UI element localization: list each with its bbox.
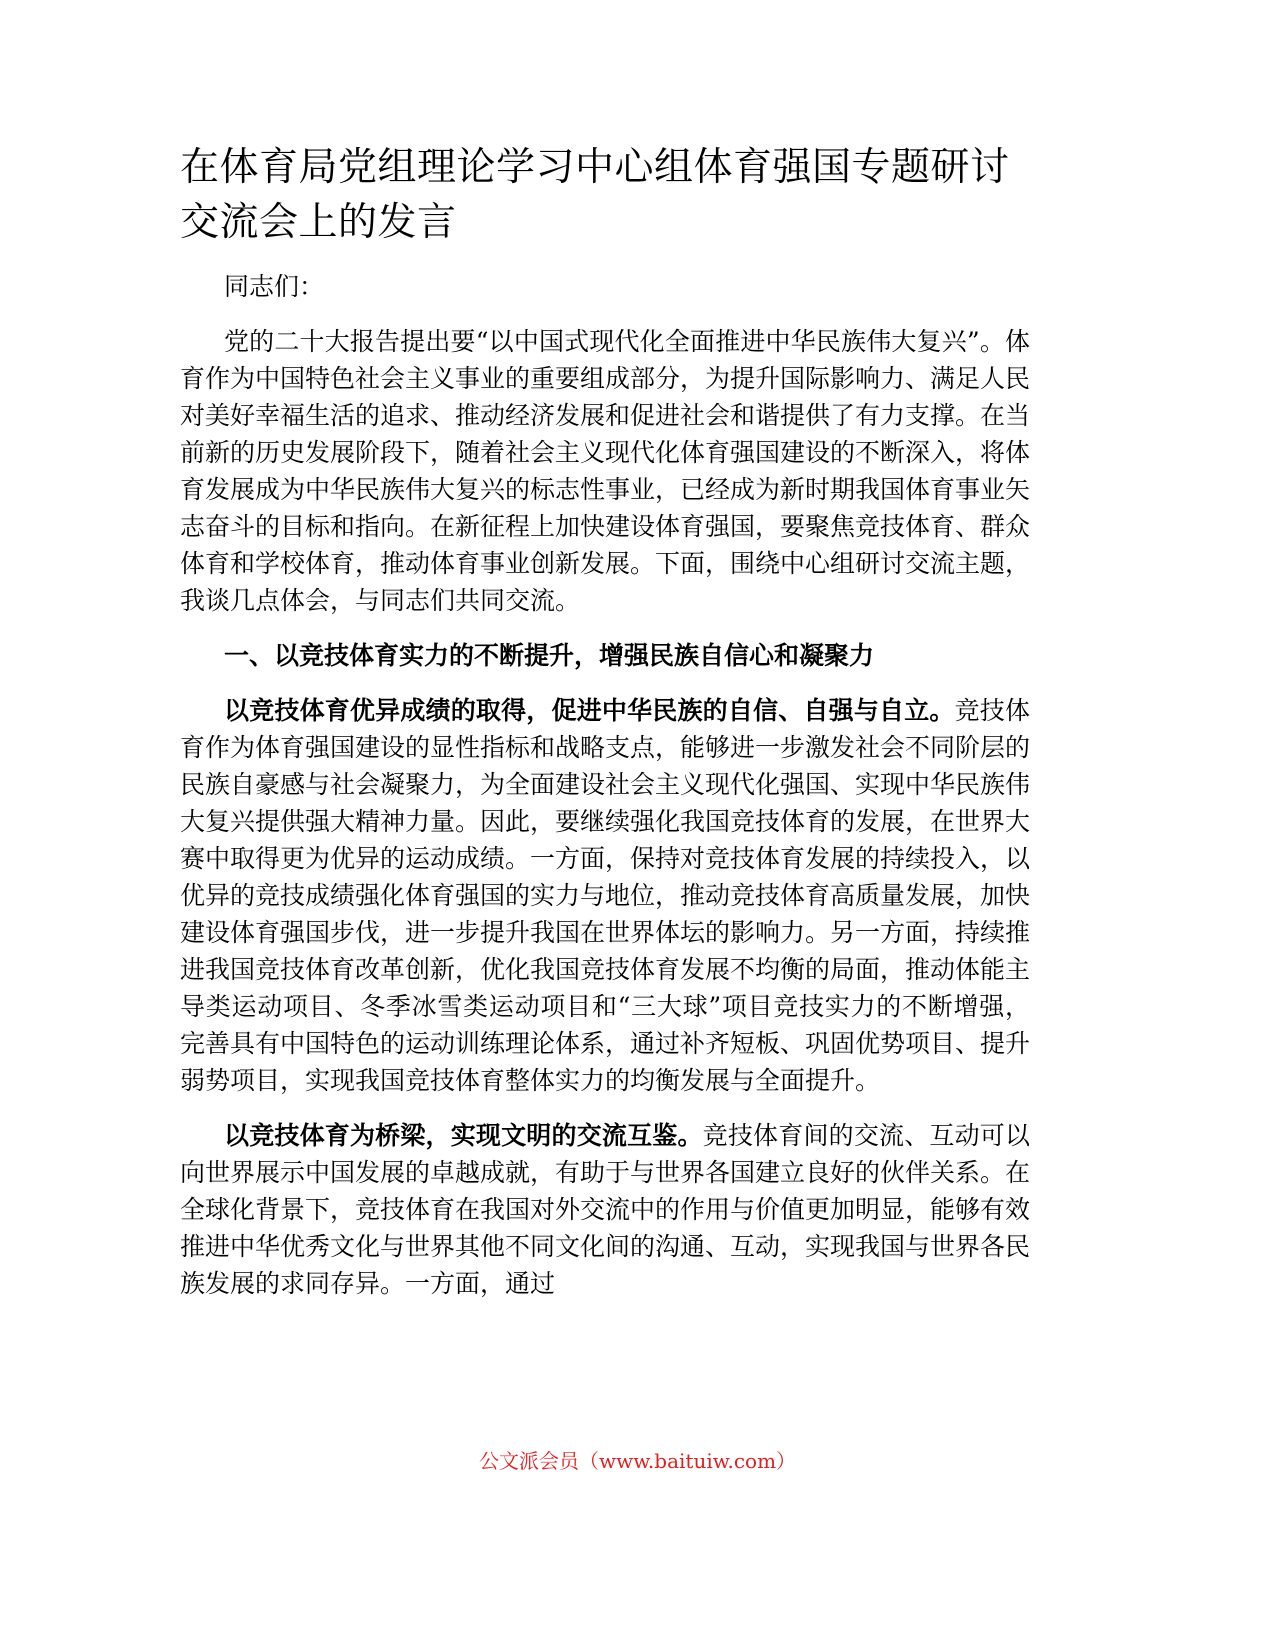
paragraph-1-body: 竞技体育作为体育强国建设的显性指标和战略支点，能够进一步激发社会不同阶层的民族自豪感与社会凝聚力，为全面建设社会主义现代化强国、实现中华民族伟大复兴提供强大精神力量。因此，要继续强化我国竞技体育的发展，在世界大赛中取得更为优异的运动成绩。一方面，保持对竞技体育发展的持续投入，以优异的竞技成绩强化体育强国的实力与地位，推动竞技体育高质量发展，加快建设体育强国步伐，进一步提升我国在世界体坛的影响力。另一方面，持续推进我国竞技体育改革创新，优化我国竞技体育发展不均衡的局面，推动体能主导类运动项目、冬季冰雪类运动项目和“三大球”项目竞技实力的不断增强，完善具有中国特色的运动训练理论体系，通过补齐短板、巩固优势项目、提升弱势项目，实现我国竞技体育整体实力的均衡发展与全面提升。 [180,696,1031,1095]
intro-paragraph: 党的二十大报告提出要“以中国式现代化全面推进中华民族伟大复兴”。体育作为中国特色社会主义事业的重要组成部分，为提升国际影响力、满足人民对美好幸福生活的追求、推动经济发展和促进社会和谐提供了有力支撑。在当前新的历史发展阶段下，随着社会主义现代化体育强国建设的不断深入，将体育发展成为中华民族伟大复兴的标志性事业，已经成为新时期我国体育事业矢志奋斗的目标和指向。在新征程上加快建设体育强国，要聚焦竞技体育、群众体育和学校体育，推动体育事业创新发展。下面，围绕中心组研讨交流主题，我谈几点体会，与同志们共同交流。 [180,327,1031,615]
paragraph-2-lead: 以竞技体育为桥梁，实现文明的交流互鉴。 [224,1121,703,1150]
document-page [180,140,1030,1302]
section-heading-1: 一、以竞技体育实力的不断提升，增强民族自信心和凝聚力 [224,641,875,670]
footer-watermark: 公文派会员（www.baituiw.com） [478,1449,797,1473]
document-title: 在体育局党组理论学习中心组体育强国专题研讨交流会上的发言 [180,145,1010,245]
paragraph-2-body: 竞技体育间的交流、互动可以向世界展示中国发展的卓越成就，有助于与世界各国建立良好的伙伴关系。在全球化背景下，竞技体育在我国对外交流中的作用与价值更加明显，能够有效推进中华优秀文化与世界其他不同文化间的沟通、互动，实现我国与世界各民族发展的求同存异。一方面，通过 [180,1121,1031,1298]
salutation: 同志们： [224,272,325,301]
paragraph-1 [180,692,1030,1099]
paragraph-2 [180,1117,1030,1302]
paragraph-1-lead: 以竞技体育优异成绩的取得，促进中华民族的自信、自强与自立。 [224,696,955,725]
